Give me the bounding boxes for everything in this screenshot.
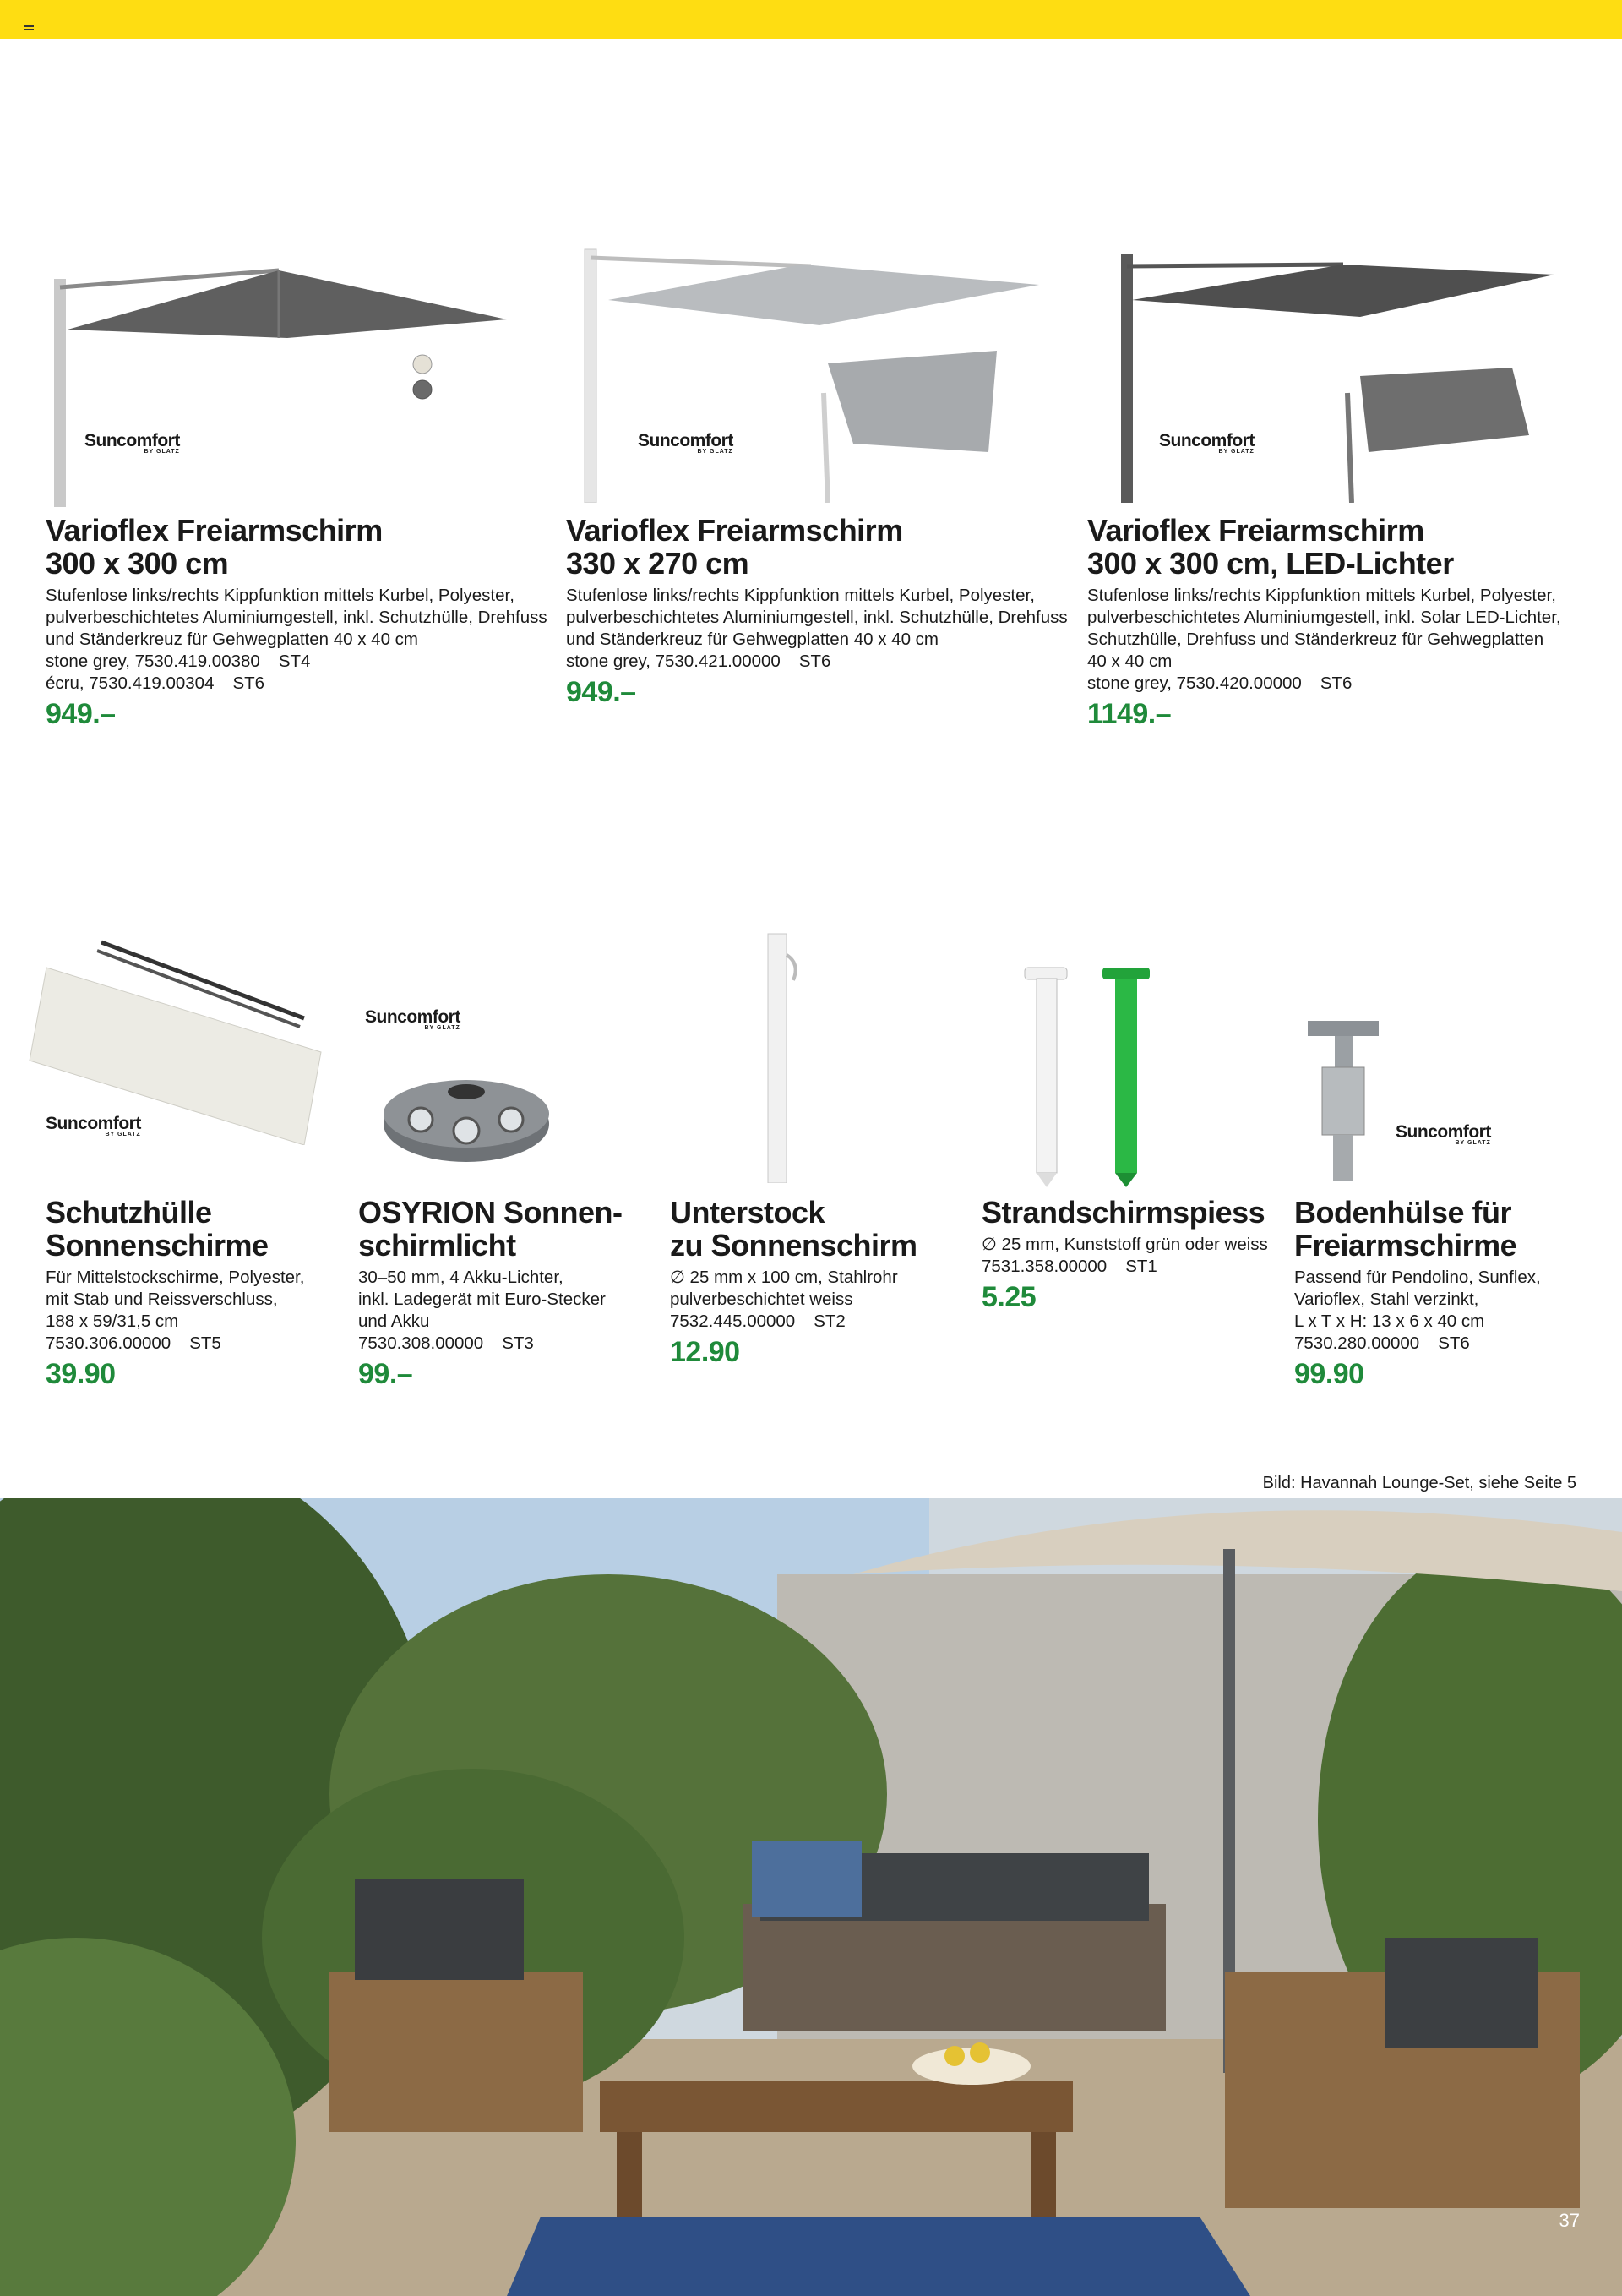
product-description: Stufenlose links/rechts Kippfunktion mittels Kurbel, Polyester, pulverbeschichtetes Aluminiumgestell, inkl. Solar LED-Lichter, Schutzhülle, Drehfuss und Ständerkreuz für Gehwegplatten 40 x 40 cm stone grey, 7530.420.00000 ST6: [1087, 586, 1561, 693]
store-tag: ST2: [814, 1312, 846, 1331]
price: 99.–: [358, 1358, 413, 1390]
beach-spike-image: [1018, 963, 1162, 1187]
product-description: Für Mittelstockschirme, Polyester, mit Stab und Reissverschluss, 188 x 59/31,5 cm 7530.306.00000 ST5: [46, 1268, 305, 1353]
product-card[interactable]: [1087, 514, 1594, 731]
store-tag: ST6: [1320, 674, 1353, 693]
product-description: ∅ 25 mm, Kunststoff grün oder weiss 7531.358.00000 ST1: [982, 1235, 1268, 1276]
brand-logo: Suncomfort BY GLATZ: [638, 431, 733, 455]
product-card[interactable]: [358, 1196, 645, 1391]
store-tag: ST6: [232, 674, 265, 693]
product-title: Schutzhülle Sonnenschirme: [46, 1195, 269, 1263]
price: 5.25: [982, 1281, 1037, 1313]
price: 949.–: [566, 676, 636, 708]
product-title: Bodenhülse für Freiarmschirme: [1294, 1195, 1517, 1263]
menu-icon[interactable]: [24, 25, 34, 32]
brand-logo: Suncomfort BY GLATZ: [365, 1007, 460, 1031]
store-tag: ST4: [278, 652, 311, 671]
product-title: OSYRION Sonnen- schirmlicht: [358, 1195, 623, 1263]
brand-logo: Suncomfort BY GLATZ: [1159, 431, 1255, 455]
product-card[interactable]: [566, 513, 1068, 709]
store-tag: ST6: [798, 652, 831, 671]
product-description: 30–50 mm, 4 Akku-Lichter, inkl. Ladegerät mit Euro-Stecker und Akku 7530.308.00000 ST3: [358, 1268, 606, 1353]
store-tag: ST3: [502, 1333, 534, 1353]
product-card[interactable]: [46, 1196, 333, 1391]
store-tag: ST6: [1438, 1333, 1470, 1353]
product-title: Varioflex Freiarmschirm 300 x 300 cm, LED-Lichter: [1087, 513, 1454, 581]
price: 39.90: [46, 1358, 116, 1390]
product-card[interactable]: [1294, 1196, 1598, 1391]
price: 1149.–: [1087, 698, 1172, 730]
product-title: Unterstock zu Sonnenschirm: [670, 1195, 917, 1263]
product-title: Varioflex Freiarmschirm 300 x 300 cm: [46, 513, 383, 581]
price: 949.–: [46, 698, 116, 730]
umbrella-light-image: [380, 1073, 553, 1166]
product-description: ∅ 25 mm x 100 cm, Stahlrohr pulverbeschichtet weiss 7532.445.00000 ST2: [670, 1268, 898, 1331]
product-description: Passend für Pendolino, Sunflex, Varioflex, Stahl verzinkt, L x T x H: 13 x 6 x 40 cm 7530.280.00000 ST6: [1294, 1268, 1541, 1353]
brand-logo: Suncomfort BY GLATZ: [46, 1114, 141, 1137]
umbrella-image-3: [1107, 249, 1588, 503]
product-card[interactable]: [46, 513, 547, 731]
product-card[interactable]: [982, 1196, 1286, 1314]
price: 12.90: [670, 1336, 740, 1368]
store-tag: ST1: [1125, 1257, 1157, 1276]
product-title: Varioflex Freiarmschirm 330 x 270 cm: [566, 513, 903, 581]
lounge-photo: [0, 1498, 1622, 2296]
umbrella-image-1: [34, 254, 524, 507]
price: 99.90: [1294, 1358, 1364, 1390]
top-yellow-bar: [0, 0, 1622, 39]
brand-logo: Suncomfort BY GLATZ: [84, 431, 180, 455]
product-card[interactable]: [670, 1196, 957, 1369]
pole-image: [756, 930, 807, 1183]
store-tag: ST5: [189, 1333, 221, 1353]
ground-sleeve-image: [1301, 1017, 1385, 1186]
image-caption: Bild: Havannah Lounge-Set, siehe Seite 5: [1262, 1474, 1576, 1492]
umbrella-image-2: [566, 241, 1048, 503]
product-title: Strandschirmspiess: [982, 1195, 1265, 1230]
product-description: Stufenlose links/rechts Kippfunktion mittels Kurbel, Polyester, pulverbeschichtetes Aluminiumgestell, inkl. Schutzhülle, Drehfuss und Ständerkreuz für Gehwegplatten 40 x 40 cm stone grey, 7530.421.00000 ST6: [566, 586, 1068, 671]
page-number: 37: [1559, 2210, 1580, 2231]
brand-logo: Suncomfort BY GLATZ: [1396, 1122, 1491, 1146]
product-description: Stufenlose links/rechts Kippfunktion mittels Kurbel, Polyester, pulverbeschichtetes Aluminiumgestell, inkl. Schutzhülle, Drehfuss und Ständerkreuz für Gehwegplatten 40 x 40 cm stone grey, 7530.419.00380 ST4 écru, 7530.419.00304 ST6: [46, 586, 547, 693]
